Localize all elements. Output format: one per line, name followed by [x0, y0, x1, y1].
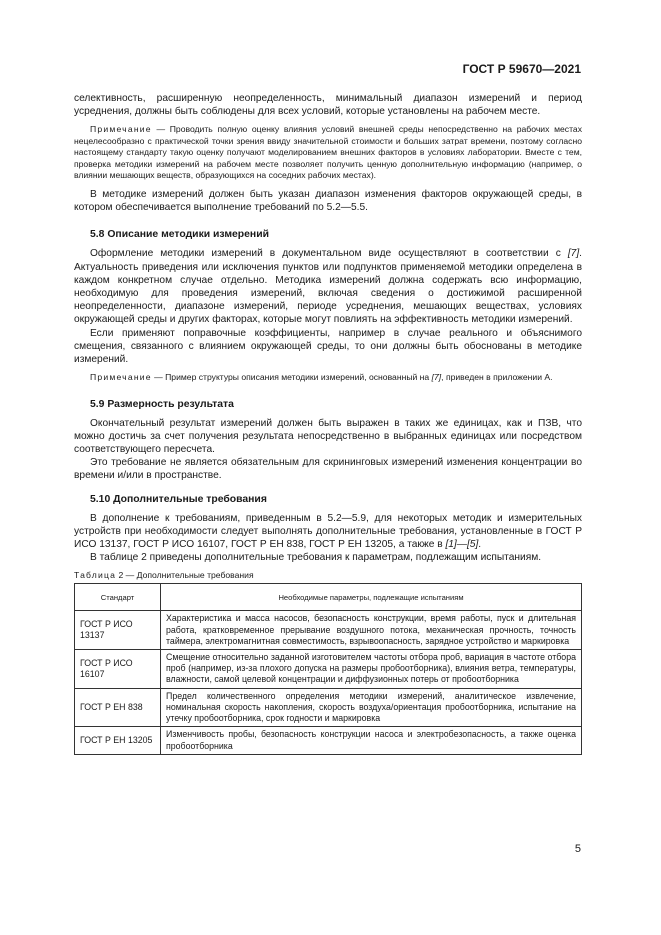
paragraph-screening: Это требование не является обязательным для скрининговых измерений изменения концентрации во времени и/или в пространстве. — [74, 457, 582, 482]
table-row — [75, 611, 582, 650]
paragraph-additional-requirements: В дополнение к требованиям, приведенным в 5.2—5.9, для некоторых методик и измерительных устройств при необходимости следует выполнять дополнительные требования, установленные в ГОСТ Р ИСО 13137, ГОСТ Р ИСО 16107, ГОСТ Р ЕН 838, ГОСТ Р ЕН 13205, а также в [1]—[5]. — [74, 512, 582, 551]
table-caption: Таблица 2 — Дополнительные требования — [74, 570, 254, 581]
requirements-table — [74, 583, 582, 754]
cell-standard: ГОСТ Р ИСО 13137 — [75, 611, 161, 650]
table-row — [75, 727, 582, 754]
section-heading-5-8: 5.8 Описание методики измерений — [90, 229, 269, 241]
page-number: 5 — [574, 843, 581, 855]
cell-standard: ГОСТ Р ИСО 16107 — [75, 650, 161, 689]
paragraph-method-description: Оформление методики измерений в документальном виде осуществляют в соответствии с [7]. Актуальность приведения или исключения пунктов или подпунктов применяемой методики определена в каждом конкретном случае отдельно. Методика измерений должна содержать всю информацию, необходимую для проведения измерений, включая сведения о достижимой расширенной неопределенности, диапазоне измерений, периоде усреднения, мешающих веществах, условиях окружающей среды и других факторах, которые могут повлиять на эффективность методики измерений. — [74, 248, 582, 326]
cell-parameters: Характеристика и масса насосов, безопасность конструкции, время работы, пуск и длительная работа, кратковременное прерывание воздушного потока, механическая прочность, точность таймера, электромагнитная совместимость, взрывоопасность, зарядное устройство и маркировка — [161, 611, 582, 650]
paragraph-correction-factors: Если применяют поправочные коэффициенты, например в случае реального и объяснимого смещения, связанного с влиянием окружающей среды, то они должны быть обоснованы в методике измерений. — [74, 327, 582, 365]
cell-parameters: Смещение относительно заданной изготовителем частоты отбора проб, вариация в частоте отбора проб (например, из-за плохого допуска на размеры пробоотборника), влияния ветра, температуры, влажности, самой целевой концентрации и диффузионных потерь от пробоотборника — [161, 650, 582, 689]
column-header-standard: Стандарт — [75, 584, 161, 611]
paragraph-result-units: Окончательный результат измерений должен быть выражен в таких же единицах, как и ПЗВ, что можно достичь за счет получения результата непосредственно в выбранных единицах или посредством соответствующего пересчета. — [74, 417, 582, 456]
section-heading-5-9: 5.9 Размерность результата — [90, 398, 234, 410]
reference-link: [1]—[5] — [445, 539, 479, 551]
note-label: Примечание — [90, 124, 152, 135]
note-text: — Проводить полную оценку влияния условий внешней среды непосредственно на рабочих местах нецелесообразно с практической точки зрения ввиду значительной стоимости и больших затрат времени, поэтому согласно настоящему стандарту такую оценку получают моделированием внешних факторов в условиях лаборатории. Вместе с тем, проверка методики измерений на рабочем месте позволяет получить ценную дополнительную информацию (например, о влиянии мешающих веществ, образующихся на соседних рабочих местах). — [74, 124, 582, 181]
paragraph-table-intro: В таблице 2 приведены дополнительные требования к параметрам, подлежащим испытаниям. — [90, 552, 542, 564]
cell-parameters: Предел количественного определения методики измерений, аналитическое извлечение, номинальная скорость накопления, скорость воздуха/ориентация пробоотборника, испытание на утечку пробоотборника, срок годности и маркировка — [161, 688, 582, 727]
table-row — [75, 688, 582, 727]
page-content — [74, 92, 582, 755]
reference-link: [7] — [567, 248, 580, 260]
paragraph-range: В методике измерений должен быть указан диапазон изменения факторов окружающей среды, в котором обеспечивается выполнение требований по 5.2—5.5. — [74, 188, 582, 214]
table-row — [75, 650, 582, 689]
reference-link: [7] — [431, 372, 442, 383]
column-header-parameters: Необходимые параметры, подлежащие испытаниям — [161, 584, 582, 611]
note-environment — [74, 124, 582, 182]
cell-standard: ГОСТ Р ЕН 838 — [75, 688, 161, 727]
note-label: Примечание — [90, 372, 152, 383]
note-method-structure: Примечание — Пример структуры описания методики измерений, основанный на [7], приведен в приложении А. — [90, 372, 553, 383]
cell-standard: ГОСТ Р ЕН 13205 — [75, 727, 161, 754]
document-header: ГОСТ Р 59670—2021 — [462, 62, 581, 76]
paragraph-selectivity: селективность, расширенную неопределенность, минимальный диапазон измерений и период усреднения, должны быть соблюдены для всех условий, которые установлены на рабочем месте. — [74, 93, 582, 118]
cell-parameters: Изменчивость пробы, безопасность конструкции насоса и электробезопасность, а также оценка пробоотборника — [161, 727, 582, 754]
table-header-row — [75, 584, 582, 611]
section-heading-5-10: 5.10 Дополнительные требования — [90, 493, 267, 505]
